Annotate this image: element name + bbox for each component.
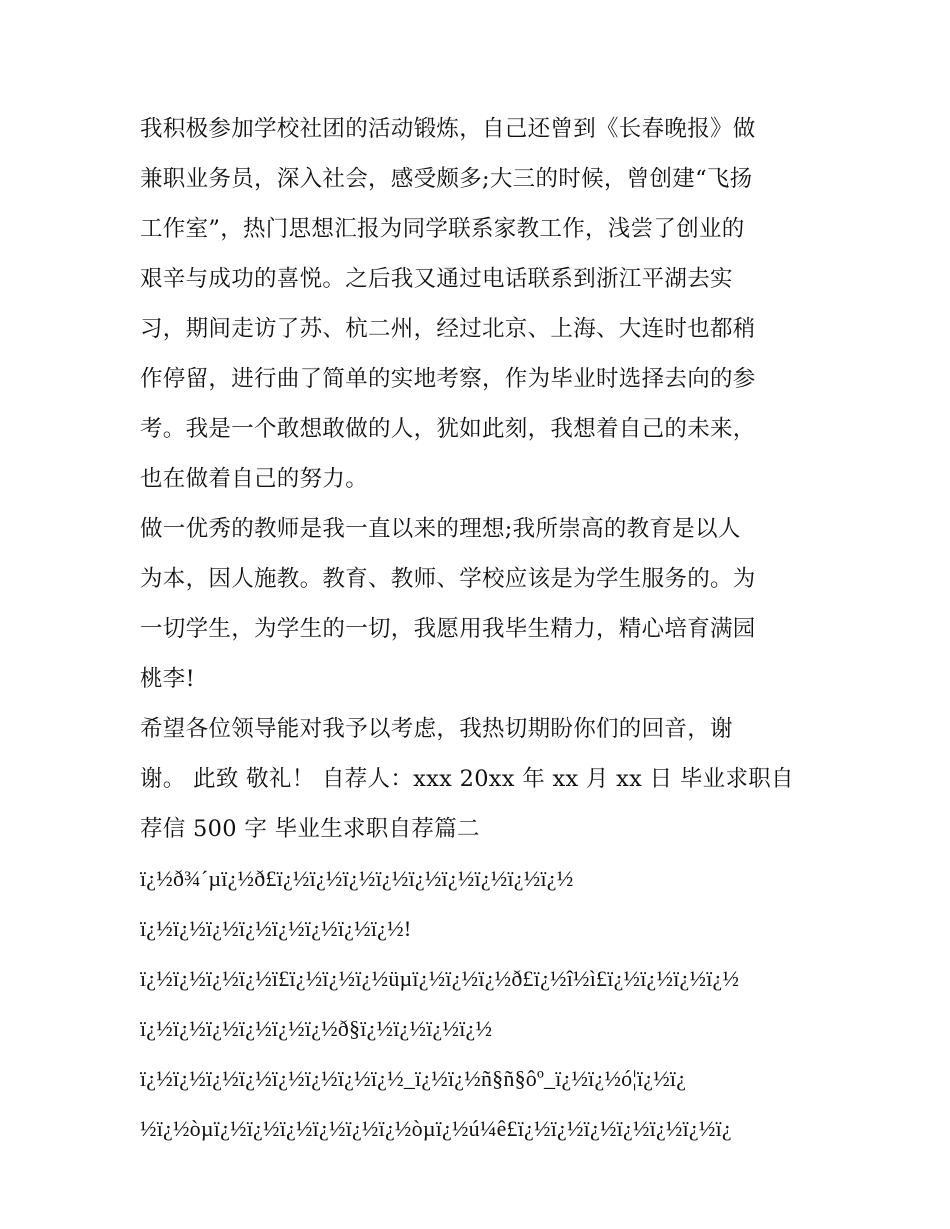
text-line: 一切学生，为学生的一切，我愿用我毕生精力，精心培育满园 xyxy=(140,616,756,642)
garbled-text-line: ½ï¿½òµï¿½ï¿½ï¿½ï¿½ï¿½ï¿½òµï¿½ú¼ê£ï¿½ï¿½ï¿½ï¿½ï¿½ï¿½ï¿ xyxy=(140,1116,732,1141)
text-line: 也在做着自己的努力。 xyxy=(140,466,369,492)
text-line: 我积极参加学校社团的活动锻炼，自己还曾到《长春晚报》做 xyxy=(140,116,756,142)
text-line: 桃李! xyxy=(140,666,195,692)
text-line: 兼职业务员，深入社会，感受颇多;大三的时候，曾创建“飞扬 xyxy=(140,166,753,192)
text-line: 做一优秀的教师是我一直以来的理想;我所崇高的教育是以人 xyxy=(140,516,741,542)
text-line: 习，期间走访了苏、杭二州，经过北京、上海、大连时也都稍 xyxy=(140,316,756,342)
text-line: 工作室”，热门思想汇报为同学联系家教工作，浅尝了创业的 xyxy=(140,216,745,242)
text-line: 考。我是一个敢想敢做的人，犹如此刻，我想着自己的未来， xyxy=(140,416,756,442)
garbled-text-line: ï¿½ð¾´µï¿½ð£ï¿½ï¿½ï¿½ï¿½ï¿½ï¿½ï¿½ï¿½ï¿½ xyxy=(140,866,574,891)
text-line: 谢。 此致 敬礼！ 自荐人：xxx 20xx 年 xx 月 xx 日 毕业求职自 xyxy=(140,766,794,792)
text-line: 为本，因人施教。教育、教师、学校应该是为学生服务的。为 xyxy=(140,566,756,592)
garbled-text-line: ï¿½ï¿½ï¿½ï¿½ï¿½ï¿½ï¿½ï¿½! xyxy=(140,916,412,941)
document-body xyxy=(140,104,820,1154)
text-line: 荐信 500 字 毕业生求职自荐篇二 xyxy=(140,816,480,842)
garbled-text-line: ï¿½ï¿½ï¿½ï¿½ï£ï¿½ï¿½ï¿½üµï¿½ï¿½ï¿½ð£ï¿½î½ì£ï¿½ï¿½ï¿½ï¿½ xyxy=(140,966,740,991)
text-line: 作停留，进行曲了简单的实地考察，作为毕业时选择去向的参 xyxy=(140,366,756,392)
text-line: 希望各位领导能对我予以考虑，我热切期盼你们的回音，谢 xyxy=(140,716,733,742)
text-line: 艰辛与成功的喜悦。之后我又通过电话联系到浙江平湖去实 xyxy=(140,266,733,292)
garbled-text-line: ï¿½ï¿½ï¿½ï¿½ï¿½ï¿½ð§ï¿½ï¿½ï¿½ï¿½ xyxy=(140,1016,493,1041)
garbled-text-line: ï¿½ï¿½ï¿½ï¿½ï¿½ï¿½ï¿½ï¿½_ï¿½ï¿½ñ§ñ§ôº_ï¿½ï¿½ó¦ï¿½ï¿ xyxy=(140,1066,687,1091)
